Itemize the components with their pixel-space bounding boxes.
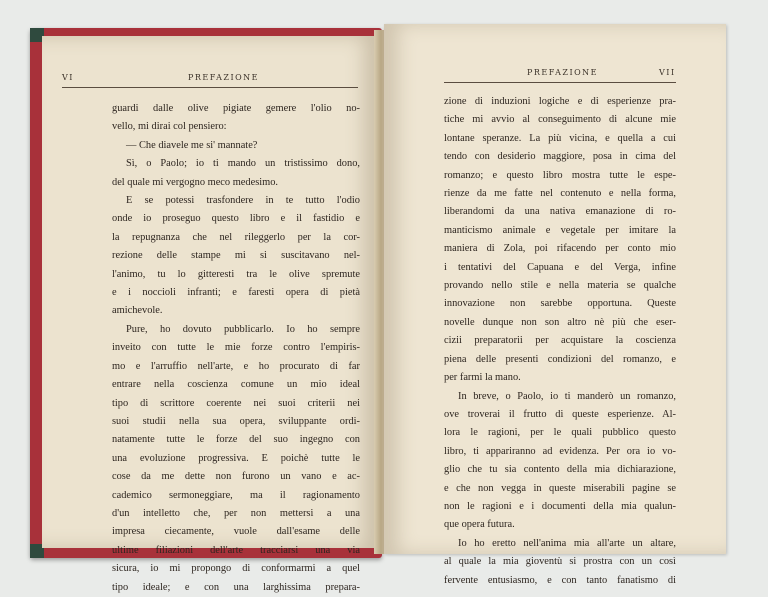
right-page [384, 24, 726, 586]
text-line: mo e l'arruffio nell'arte, e ho procurato di far [112, 360, 360, 372]
text-line: Pure, ho dovuto pubblicarlo. Io ho sempre [126, 323, 360, 335]
text-line: amichevole. [112, 305, 163, 317]
text-line: In breve, o Paolo, io ti manderò un romanzo, [458, 390, 676, 402]
text-line: sicura, io mi propongo di conformarmi a quel [112, 563, 360, 575]
text-line: e che non vegga in queste miserabili pagine se [444, 482, 676, 494]
text-line: que opera futura. [444, 519, 515, 531]
text-line: una evoluzione progressiva. E poichè tutte le [112, 452, 360, 464]
text-line: innovazione non sarebbe opportuna. Queste [444, 298, 676, 310]
text-line: manticismo animale e vegetale per imitare la [444, 224, 676, 236]
left-page-body [112, 100, 360, 597]
right-running-head: PREFAZIONE [527, 68, 598, 77]
text-line: la repugnanza che nel rileggerlo per la cor- [112, 231, 360, 243]
text-line: rezione delle stampe mi si suscitavano nel- [112, 250, 360, 262]
text-line: natamente tutte le forze del suo ingegno con [112, 434, 360, 446]
text-line: libro, ti appariranno ad evidenza. Per ora io vo- [444, 445, 676, 457]
text-line: tipo ideale; e con una larghissima prepara- [112, 581, 360, 593]
text-line: romanzo; e questo libro mostra tutte le espe- [444, 169, 676, 181]
text-line: piena delle presenti condizioni del romanzo, e [444, 353, 676, 365]
text-line: suoi studii nella sua opera, sviluppante ordi- [112, 415, 360, 427]
left-page-number: VI [62, 73, 74, 82]
text-line: e i noccioli infranti; e faresti opera di pietà [112, 287, 360, 299]
text-line: — Che diavele me si' mannate? [126, 139, 258, 151]
text-line: cizii preparatorii per acquistare la coscienza [444, 335, 676, 347]
right-page-body [444, 93, 676, 590]
text-line: onde io proseguo questo libro e il fastidio e [112, 213, 360, 225]
right-page-number: VII [659, 68, 676, 77]
text-line: i tentativi del Capuana e del Verga, infine [444, 261, 676, 273]
left-header-rule [62, 87, 358, 88]
text-line: liberandomi da una nativa emanazione di ro- [444, 206, 676, 218]
text-line: cose da me dette non furono un vano e ac- [112, 471, 360, 483]
text-line: zione di induzioni logiche e di esperienze pra- [444, 96, 676, 107]
text-line: inveito con tutte le mie forze contro l'empiris- [112, 342, 360, 354]
text-line: non le ragioni e i documenti della mia qualun- [444, 500, 676, 512]
right-header-rule [444, 82, 676, 83]
text-line: ove troverai il frutto di queste esperienze. Al- [444, 408, 676, 420]
text-line: d'un intelletto che, per non mettersi a una [112, 507, 360, 519]
text-line: tendo con desiderio maggiore, posa in cima del [444, 151, 676, 163]
text-line: provando nello stile e nella materia se qualche [444, 280, 676, 292]
text-line: Io ho eretto nell'anima mia all'arte un altare, [458, 537, 676, 549]
text-line: al quale la mia gioventù si prostra con un così [444, 556, 676, 568]
text-line: del quale mi vergogno meco medesimo. [112, 176, 279, 188]
text-line: vello, mi dirai col pensiero: [112, 121, 227, 133]
text-line: tiche mi avvio al conseguimento di alcune mie [444, 114, 676, 126]
text-line: novelle dunque non son altro nè più che eser- [444, 316, 676, 328]
text-line: l'animo, tu lo gitteresti tra le olive spremute [112, 268, 360, 280]
text-line: lora le ragioni, per le quali pubblico questo [444, 427, 676, 439]
text-line: entrare nella coscienza comune un mio ideal [112, 379, 360, 391]
text-line: impresa ciecamente, vuole dall'esame delle [112, 526, 360, 538]
text-line: tipo di scrittore coerente nei suoi criterii nei [112, 397, 360, 409]
left-page [42, 36, 378, 593]
text-line: cademico sermoneggiare, ma il ragionamento [112, 489, 360, 501]
text-line: fervente entusiasmo, e con tanto fanatismo di [444, 574, 676, 586]
text-line: E se potessi trasfondere in te tutto l'odio [126, 195, 360, 207]
left-running-head: PREFAZIONE [188, 73, 259, 82]
text-line: Sì, o Paolo; io ti mando un tristissimo dono, [126, 158, 360, 170]
text-line: lontane speranze. La più vicina, e quella a cui [444, 132, 676, 144]
text-line: glio che tu sia contento della mia dichiarazione, [444, 464, 676, 476]
text-line: per farmi la mano. [444, 372, 521, 384]
text-line: rienze da me fatte nel contenuto e nella forma, [444, 188, 676, 200]
text-line: maniera di Zola, poi rifacendo per conto mio [444, 243, 676, 255]
text-line: ultime filiazioni dell'arte tracciarsi una via [112, 544, 360, 556]
text-line: guardi dalle olive pigiate gemere l'olio no- [112, 103, 360, 114]
